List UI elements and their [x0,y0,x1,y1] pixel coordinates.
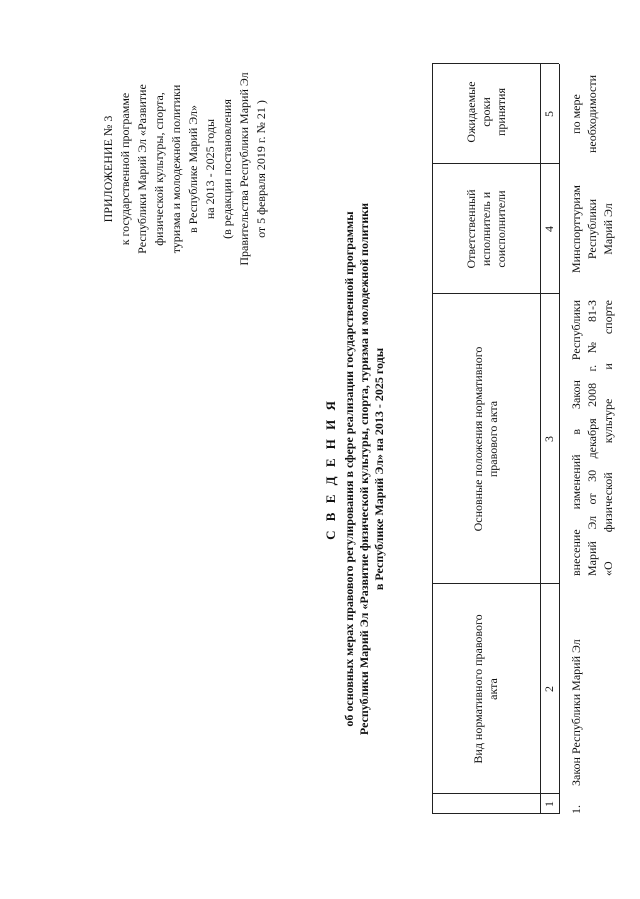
header-cell-num [432,794,540,814]
row-provisions-line: «О физической культуре и спорте [601,300,615,576]
appendix-line: Правительства Республики Марий Эл [237,72,251,266]
appendix-block [100,59,270,279]
column-number: 1 [542,801,556,807]
document-title [320,79,387,859]
column-number: 5 [542,111,556,117]
column-number: 2 [542,686,556,692]
title-heading: С В Е Д Е Н И Я [323,398,338,540]
row-executor-line: Минспорттуризм [569,184,583,274]
title-line: Республики Марий Эл «Развитие физической культуры, спорта, туризма и молодежной политики [357,202,371,736]
title-line: в Республике Марий Эл» на 2013 - 2025 годы [372,347,386,591]
appendix-line: к государственной программе [118,92,132,246]
appendix-line: Республики Марий Эл «Развитие [135,84,149,254]
row-deadline-line: по мере [569,94,583,134]
header-cell-type: Вид нормативного правового акта [471,614,500,764]
row-provisions-line: внесение изменений в Закон Республики [569,300,583,576]
row-executor-line: Марий Эл [601,203,615,255]
measures-table [432,64,622,814]
header-cell-executor: Ответственный исполнитель и соисполнители [463,189,508,269]
appendix-line: физической культуры, спорта, [152,92,166,246]
row-number: 1. [569,805,583,814]
row-deadline-line: необходимости [585,75,599,154]
column-number: 3 [542,436,556,442]
appendix-line: ПРИЛОЖЕНИЕ № 3 [101,115,115,223]
appendix-line: на 2013 - 2025 годы [203,118,217,220]
row-provisions-line: Марий Эл от 30 декабря 2008 г. № 81-З [585,300,599,576]
column-number: 4 [542,226,556,232]
appendix-line: в Республике Марий Эл» [186,104,200,234]
appendix-line: от 5 февраля 2019 г. № 21 ) [254,100,268,238]
appendix-line: туризма и молодежной политики [169,84,183,254]
header-cell-provisions: Основные положения нормативного правового акта [471,346,500,532]
appendix-line: (в редакции постановления [220,99,234,239]
table-rule [559,64,560,814]
title-line: об основных мерах правового регулирования в сфере реализации государственной программы [342,211,356,727]
header-cell-deadline: Ожидаемые сроки принятия [463,81,508,143]
row-executor-line: Республики [585,198,599,260]
row-act-type: Закон Республики Марий Эл [569,639,583,786]
